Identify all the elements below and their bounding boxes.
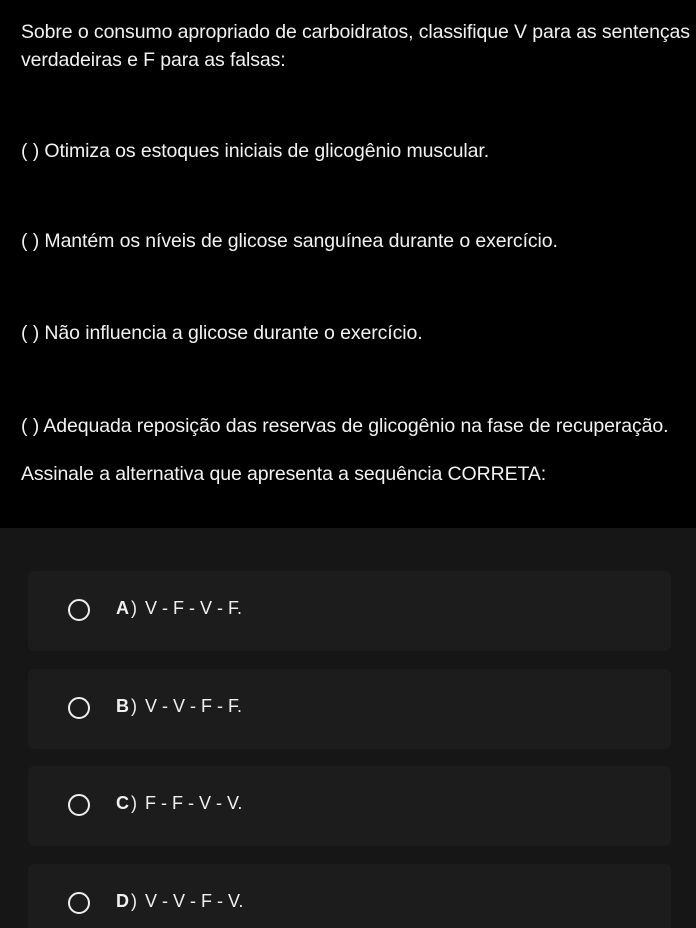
option-c[interactable] [28, 766, 671, 846]
option-c-text: F - F - V - V. [145, 793, 243, 813]
radio-button-d[interactable] [68, 892, 90, 914]
option-c-paren: ) [131, 793, 137, 813]
statement-3: ( ) Não influencia a glicose durante o exercício. [21, 322, 423, 344]
option-a-paren: ) [131, 598, 137, 618]
option-b-paren: ) [131, 696, 137, 716]
radio-button-c[interactable] [68, 794, 90, 816]
statement-1: ( ) Otimiza os estoques iniciais de glicogênio muscular. [21, 140, 490, 162]
option-d[interactable] [28, 864, 671, 928]
option-a-text: V - F - V - F. [145, 598, 242, 618]
option-c-letter: C [116, 793, 129, 813]
radio-button-a[interactable] [68, 599, 90, 621]
option-a-letter: A [116, 598, 129, 618]
statement-2: ( ) Mantém os níveis de glicose sanguínea durante o exercício. [21, 230, 558, 252]
statement-4: ( ) Adequada reposição das reservas de glicogênio na fase de recuperação. [21, 415, 669, 437]
option-b-letter: B [116, 696, 129, 716]
question-intro-line-2: verdadeiras e F para as falsas: [21, 49, 286, 71]
option-b-text: V - V - F - F. [145, 696, 242, 716]
radio-button-b[interactable] [68, 697, 90, 719]
question-intro-line-1: Sobre o consumo apropriado de carboidratos, classifique V para as sentenças [21, 21, 690, 43]
option-d-letter: D [116, 891, 129, 911]
question-prompt: Assinale a alternativa que apresenta a sequência CORRETA: [21, 463, 547, 485]
option-d-text: V - V - F - V. [145, 891, 244, 911]
option-b[interactable] [28, 669, 671, 749]
option-a[interactable] [28, 571, 671, 651]
option-d-paren: ) [131, 891, 137, 911]
